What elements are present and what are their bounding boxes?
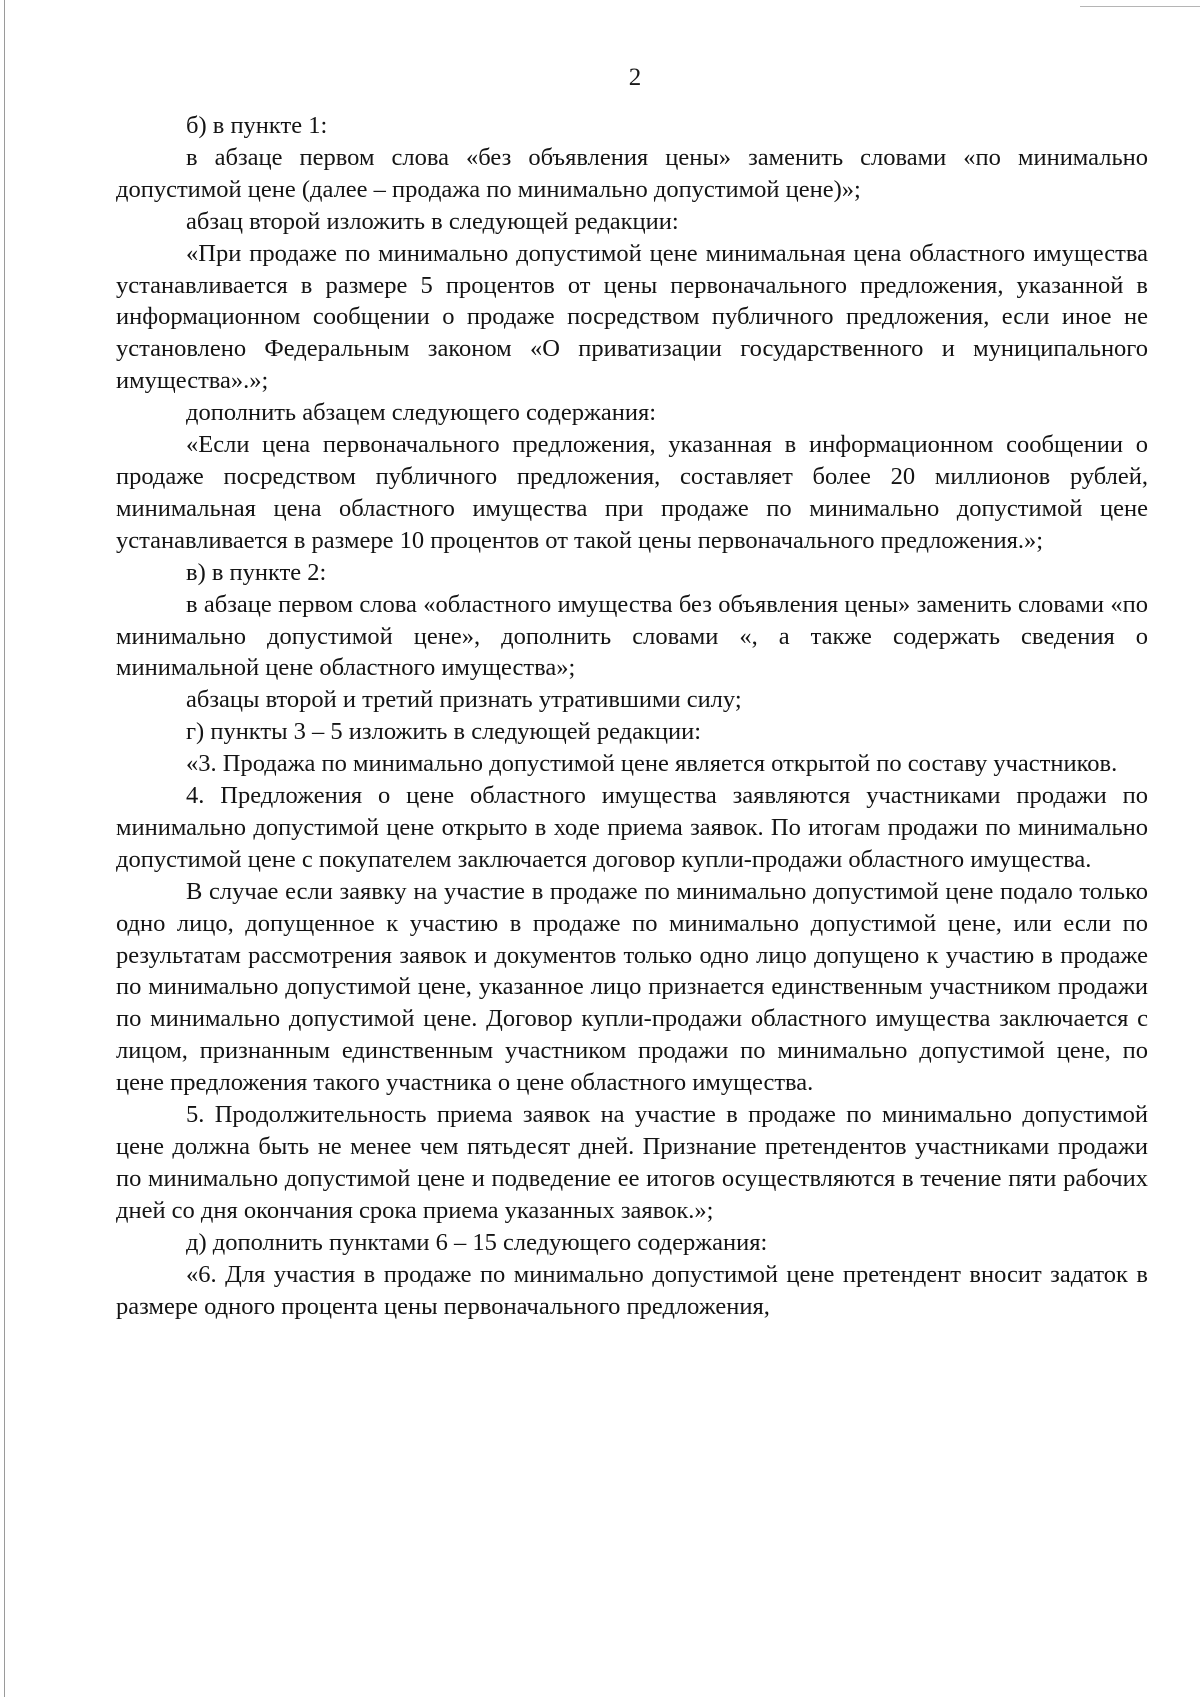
paragraph: в абзаце первом слова «областного имущества без объявления цены» заменить словами «по минимально допустимой цене», дополнить словами «, а также содержать сведения о минимальной цене областного имущества»; [116, 590, 1148, 682]
paragraph: г) пункты 3 – 5 изложить в следующей редакции: [186, 718, 702, 746]
paragraph: б) в пункте 1: [186, 112, 328, 139]
paragraph: «Если цена первоначального предложения, указанная в информационном сообщении о продаже посредством публичного предложения, составляет более 20 миллионов рублей, минимальная цена областного имущества при продаже по минимально допустимой цене устанавливается в размере 10 процентов от такой цены первоначального предложения.»; [116, 431, 1148, 554]
paragraph: 5. Продолжительность приема заявок на участие в продаже по минимально допустимой цене должна быть не менее чем пятьдесят дней. Признание претендентов участниками продажи по минимально допустимой цене и подведение ее итогов осуществляются в течение пяти рабочих дней со дня окончания срока приема указанных заявок.»; [116, 1101, 1148, 1224]
paragraph: дополнить абзацем следующего содержания: [186, 399, 657, 427]
paragraph: «При продаже по минимально допустимой цене минимальная цена областного имущества устанавливается в размере 5 процентов от цены первоначального предложения, указанной в информационном сообщении о продаже посредством публичного предложения, если иное не установлено Федеральным законом «О приватизации государственного и муниципального имущества».»; [116, 239, 1148, 395]
page-number: 2 [628, 64, 642, 91]
document-body [116, 110, 1148, 1322]
paragraph: д) дополнить пунктами 6 – 15 следующего содержания: [186, 1228, 768, 1256]
top-rule [1080, 6, 1200, 7]
paragraph: В случае если заявку на участие в продаже по минимально допустимой цене подало только одно лицо, допущенное к участию в продаже по минимально допустимой цене, или если по результатам рассмотрения заявок и документов только одно лицо допущено к участию в продаже по минимально допустимой цене, указанное лицо признается единственным участником продажи по минимально допустимой цене. Договор купли-продажи областного имущества заключается с лицом, признанным единственным участником продажи по минимально допустимой цене, по цене предложения такого участника о цене областного имущества. [116, 877, 1148, 1097]
paragraph: абзацы второй и третий признать утратившими силу; [186, 686, 742, 714]
paragraph: абзац второй изложить в следующей редакции: [186, 207, 679, 235]
paragraph: «6. Для участия в продаже по минимально допустимой цене претендент вносит задаток в размере одного процента цены первоначального предложения, [116, 1260, 1148, 1320]
paragraph: «3. Продажа по минимально допустимой цене является открытой по составу участников. [186, 750, 1118, 778]
paragraph: в абзаце первом слова «без объявления цены» заменить словами «по минимально допустимой цене (далее – продажа по минимально допустимой цене)»; [116, 143, 1148, 203]
paragraph: в) в пункте 2: [186, 558, 327, 586]
paragraph: 4. Предложения о цене областного имущества заявляются участниками продажи по минимально допустимой цене открыто в ходе приема заявок. По итогам продажи по минимально допустимой цене с покупателем заключается договор купли-продажи областного имущества. [116, 782, 1148, 873]
scan-edge-line [4, 0, 5, 1697]
